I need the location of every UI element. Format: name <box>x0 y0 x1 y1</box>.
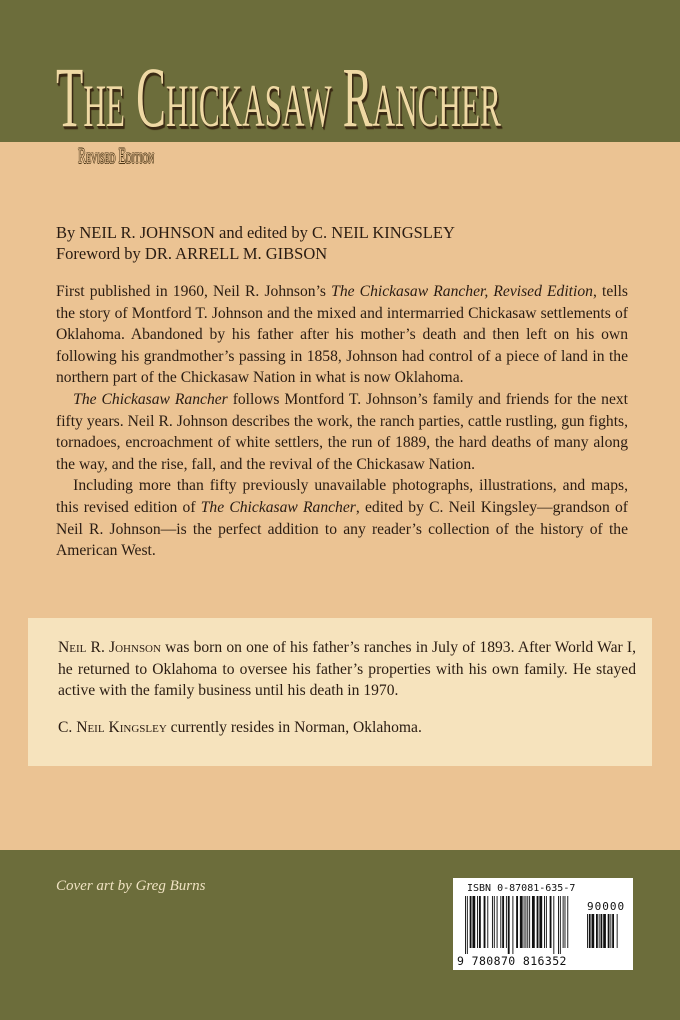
barcode-bar <box>527 896 528 948</box>
cover-art-credit: Cover art by Greg Burns <box>56 878 206 894</box>
barcode-bar <box>601 914 603 948</box>
barcode-bar <box>532 896 535 948</box>
ean-barcode-icon <box>465 896 581 954</box>
barcode-bar <box>596 914 598 948</box>
edition-subtitle: Revised Edition <box>78 143 155 168</box>
book-description <box>56 281 628 562</box>
description-paragraph-3 <box>56 475 628 561</box>
editor-name: C. Neil Kingsley <box>58 718 167 736</box>
book-title: The Chickasaw Rancher <box>56 49 501 145</box>
barcode-bar <box>589 914 591 948</box>
barcode-bar <box>560 896 561 954</box>
barcode-bar <box>477 896 478 948</box>
barcode-bar <box>550 896 552 948</box>
credits-block <box>56 222 636 264</box>
bottom-band <box>0 850 680 1020</box>
barcode-bar <box>492 896 493 948</box>
barcode-bar <box>565 896 566 948</box>
author-bios <box>58 637 636 753</box>
barcode-bar <box>603 914 606 948</box>
barcode-box <box>453 878 633 970</box>
johnson-bio <box>58 637 636 702</box>
barcode-bar <box>553 896 554 954</box>
desc-text: Including more than fifty previously unavailable photographs, illustrations, and maps, this revised edition of <box>56 477 628 516</box>
author-name: Neil R. Johnson <box>58 639 161 656</box>
barcode-bar <box>520 896 523 948</box>
desc-text: First published in 1960, Neil R. Johnson’s <box>56 283 332 300</box>
barcode-bar <box>546 896 547 948</box>
barcode-bar <box>484 896 486 948</box>
barcode-bar <box>467 896 468 954</box>
barcode-bar <box>487 896 488 948</box>
barcode-bar <box>539 896 542 948</box>
barcode-bar <box>525 896 526 948</box>
barcode-bar <box>587 914 588 948</box>
barcode-bar <box>516 896 518 948</box>
barcode-bar <box>506 896 507 948</box>
barcode-bar <box>524 896 525 948</box>
barcode-bar <box>497 896 498 948</box>
author-bio-box <box>28 618 652 766</box>
top-title-band <box>0 0 680 145</box>
barcode-bar <box>544 896 545 948</box>
book-title-italic: The Chickasaw Rancher <box>200 498 356 516</box>
barcode-bar <box>558 896 559 954</box>
book-title-italic: The Chickasaw Rancher, Revised Edition <box>331 283 593 300</box>
desc-text: , edited by C. Neil Kingsley—grandson of Neil R. Johnson—is the perfect addition to any reader’s collection of the history of the American West. <box>56 498 628 560</box>
barcode-bar <box>567 896 568 948</box>
description-paragraph-1 <box>56 281 628 389</box>
description-paragraph-2 <box>56 389 628 475</box>
barcode-bar <box>610 914 611 948</box>
barcode-bar <box>608 914 610 948</box>
book-title-italic: The Chickasaw Rancher <box>73 390 228 408</box>
barcode-bar <box>472 896 475 948</box>
barcode-bar <box>479 896 481 948</box>
barcode-bar <box>599 914 600 948</box>
bio-text: was born on one of his father’s ranches in July of 1893. After World War I, he returned to Oklahoma to oversee his father’s properties with his own family. He stayed active with the family business until his death in 1970. <box>58 639 636 700</box>
barcode-bar <box>612 914 614 948</box>
barcode-bar <box>592 914 595 948</box>
author-credit: By NEIL R. JOHNSON and edited by C. NEIL KINGSLEY <box>56 223 455 242</box>
barcode-bar <box>617 914 618 948</box>
barcode-bar <box>465 896 466 954</box>
barcode-bar <box>508 896 510 954</box>
kingsley-bio <box>58 717 636 739</box>
barcode-bar <box>512 896 513 954</box>
barcode-bar <box>494 896 495 948</box>
desc-text: follows Montford T. Johnson’s family and friends for the next fifty years. Neil R. Johnson describes the work, the ranch parties, cattle rustling, gun fights, tornadoes, encroachment of white settlers, the run of 1889, the hard deaths of many along the way, and the rise, fall, and the revival of the Chickasaw Nation. <box>56 390 628 473</box>
barcode-bar <box>529 896 530 948</box>
price-code: 90000 <box>587 900 626 913</box>
addon-barcode-icon <box>587 914 627 954</box>
isbn-label: ISBN 0-87081-635-7 <box>467 883 576 894</box>
ean-digits: 9 780870 816352 <box>457 954 567 968</box>
barcode-bar <box>537 896 539 948</box>
barcode-bar <box>502 896 504 948</box>
barcode-bar <box>500 896 501 948</box>
bio-text: currently resides in Norman, Oklahoma. <box>166 718 422 736</box>
foreword-credit: Foreword by DR. ARRELL M. GIBSON <box>56 244 328 263</box>
barcode-bar <box>470 896 472 948</box>
desc-text: , tells the story of Montford T. Johnson and the mixed and intermarried Chickasaw settlements of Oklahoma. Abandoned by his father after his mother’s death and then left on his own following his grandmother’s passing in 1858, Johnson had control of a piece of land in the northern part of the Chickasaw Nation in what is now Oklahoma. <box>56 283 628 387</box>
barcode-bar <box>563 896 564 948</box>
